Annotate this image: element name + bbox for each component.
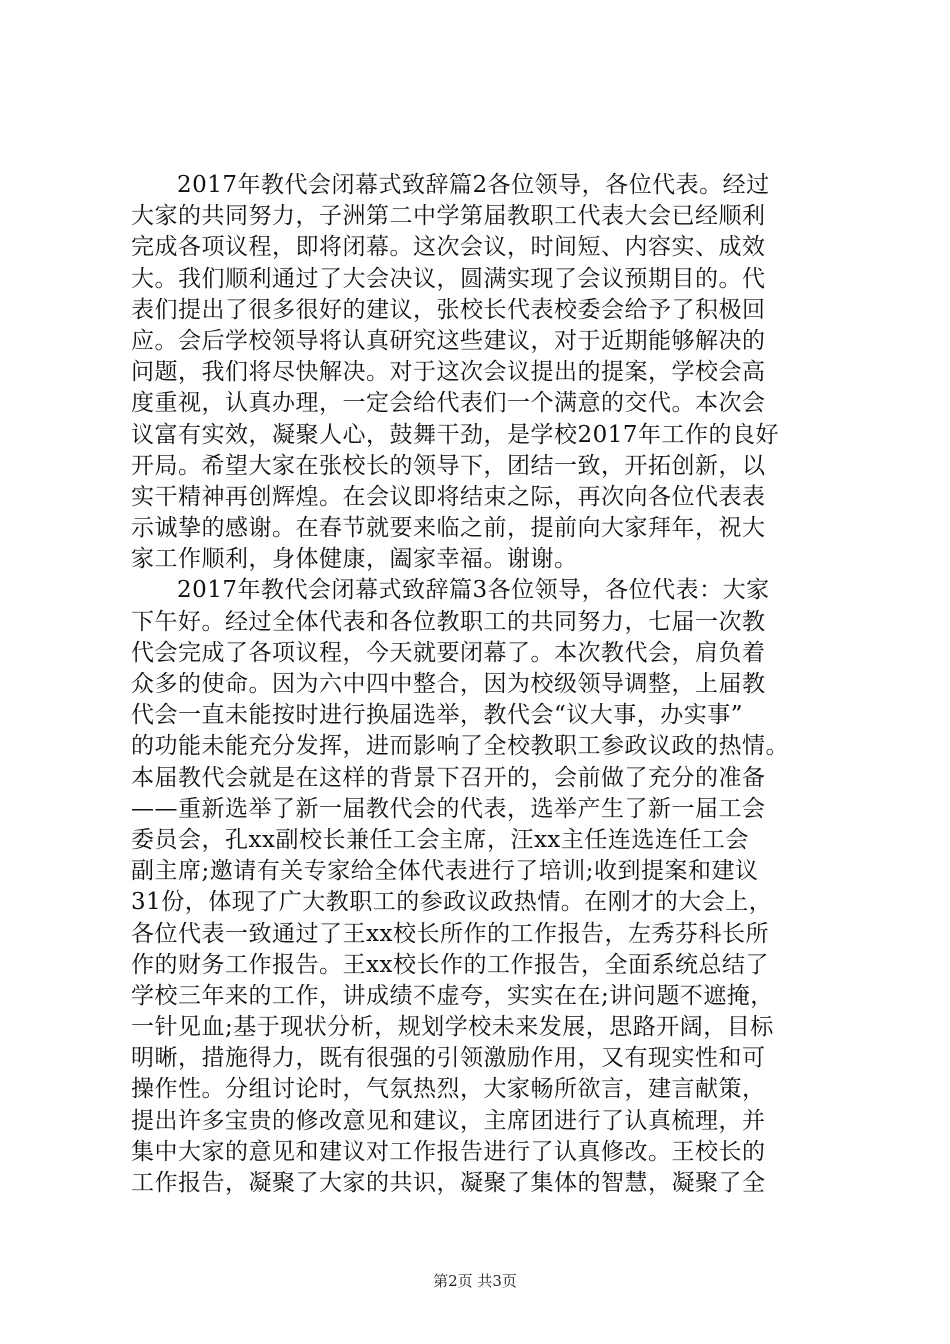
text-line: 家工作顺利，身体健康，阖家幸福。谢谢。 [131, 546, 578, 573]
text-line: 集中大家的意见和建议对工作报告进行了认真修改。王校长的 [131, 1138, 766, 1165]
text-line: 示诚挚的感谢。在春节就要来临之前，提前向大家拜年，祝大 [131, 515, 766, 542]
text-line: 操作性。分组讨论时，气氛热烈，大家畅所欲言，建言献策， [131, 1076, 766, 1103]
text-line: 31份，体现了广大教职工的参政议政热情。在刚才的大会上， [131, 889, 773, 916]
text-line: ——重新选举了新一届教代会的代表，选举产生了新一届工会 [131, 795, 766, 822]
text-line: 各位代表一致通过了王xx校长所作的工作报告，左秀芬科长所 [131, 920, 769, 947]
text-line: 本届教代会就是在这样的背景下召开的，会前做了充分的准备 [131, 764, 766, 791]
text-line: 作的财务工作报告。王xx校长作的工作报告，全面系统总结了 [131, 951, 769, 978]
text-line: 度重视，认真办理，一定会给代表们一个满意的交代。本次会 [131, 390, 766, 417]
text-line: 议富有实效，凝聚人心，鼓舞干劲，是学校2017年工作的良好 [131, 421, 780, 448]
document-body [131, 170, 831, 1199]
text-line: 问题，我们将尽快解决。对于这次会议提出的提案，学校会高 [131, 359, 766, 386]
text-line: 的功能未能充分发挥，进而影响了全校教职工参政议政的热情。 [131, 733, 789, 760]
text-line: 代会完成了各项议程，今天就要闭幕了。本次教代会，肩负着 [131, 639, 766, 666]
page-footer: 第2页 共3页 [433, 1272, 517, 1290]
paragraph-container [131, 170, 831, 1199]
paragraph [131, 575, 831, 1199]
paragraph [131, 170, 831, 575]
text-line: 表们提出了很多很好的建议，张校长代表校委会给予了积极回 [131, 296, 766, 323]
text-line: 下午好。经过全体代表和各位教职工的共同努力，七届一次教 [131, 608, 766, 635]
text-line: 代会一直未能按时进行换届选举，教代会“议大事，办实事” [131, 702, 744, 729]
text-line: 学校三年来的工作，讲成绩不虚夸，实实在在;讲问题不遮掩， [131, 982, 774, 1009]
text-line: 应。会后学校领导将认真研究这些建议，对于近期能够解决的 [131, 327, 766, 354]
text-line: 2017年教代会闭幕式致辞篇2各位领导，各位代表。经过 [177, 172, 770, 198]
text-line: 完成各项议程，即将闭幕。这次会议，时间短、内容实、成效 [131, 234, 766, 261]
text-line: 提出许多宝贵的修改意见和建议，主席团进行了认真梳理，并 [131, 1107, 766, 1134]
text-line: 一针见血;基于现状分析，规划学校未来发展，思路开阔，目标 [131, 1014, 774, 1041]
text-line: 委员会，孔xx副校长兼任工会主席，汪xx主任连选连任工会 [131, 826, 749, 853]
text-line: 大家的共同努力，子洲第二中学第届教职工代表大会已经顺利 [131, 203, 766, 230]
text-line: 工作报告，凝聚了大家的共识，凝聚了集体的智慧，凝聚了全 [131, 1170, 766, 1196]
text-line: 2017年教代会闭幕式致辞篇3各位领导，各位代表：大家 [177, 577, 770, 604]
text-line: 明晰，措施得力，既有很强的引领激励作用，又有现实性和可 [131, 1045, 766, 1072]
text-line: 大。我们顺利通过了大会决议，圆满实现了会议预期目的。代 [131, 265, 766, 292]
text-line: 副主席;邀请有关专家给全体代表进行了培训;收到提案和建议 [131, 858, 759, 885]
text-line: 开局。希望大家在张校长的领导下，团结一致，开拓创新，以 [131, 452, 766, 479]
text-line: 实干精神再创辉煌。在会议即将结束之际，再次向各位代表表 [131, 483, 766, 510]
text-line: 众多的使命。因为六中四中整合，因为校级领导调整，上届教 [131, 671, 766, 697]
